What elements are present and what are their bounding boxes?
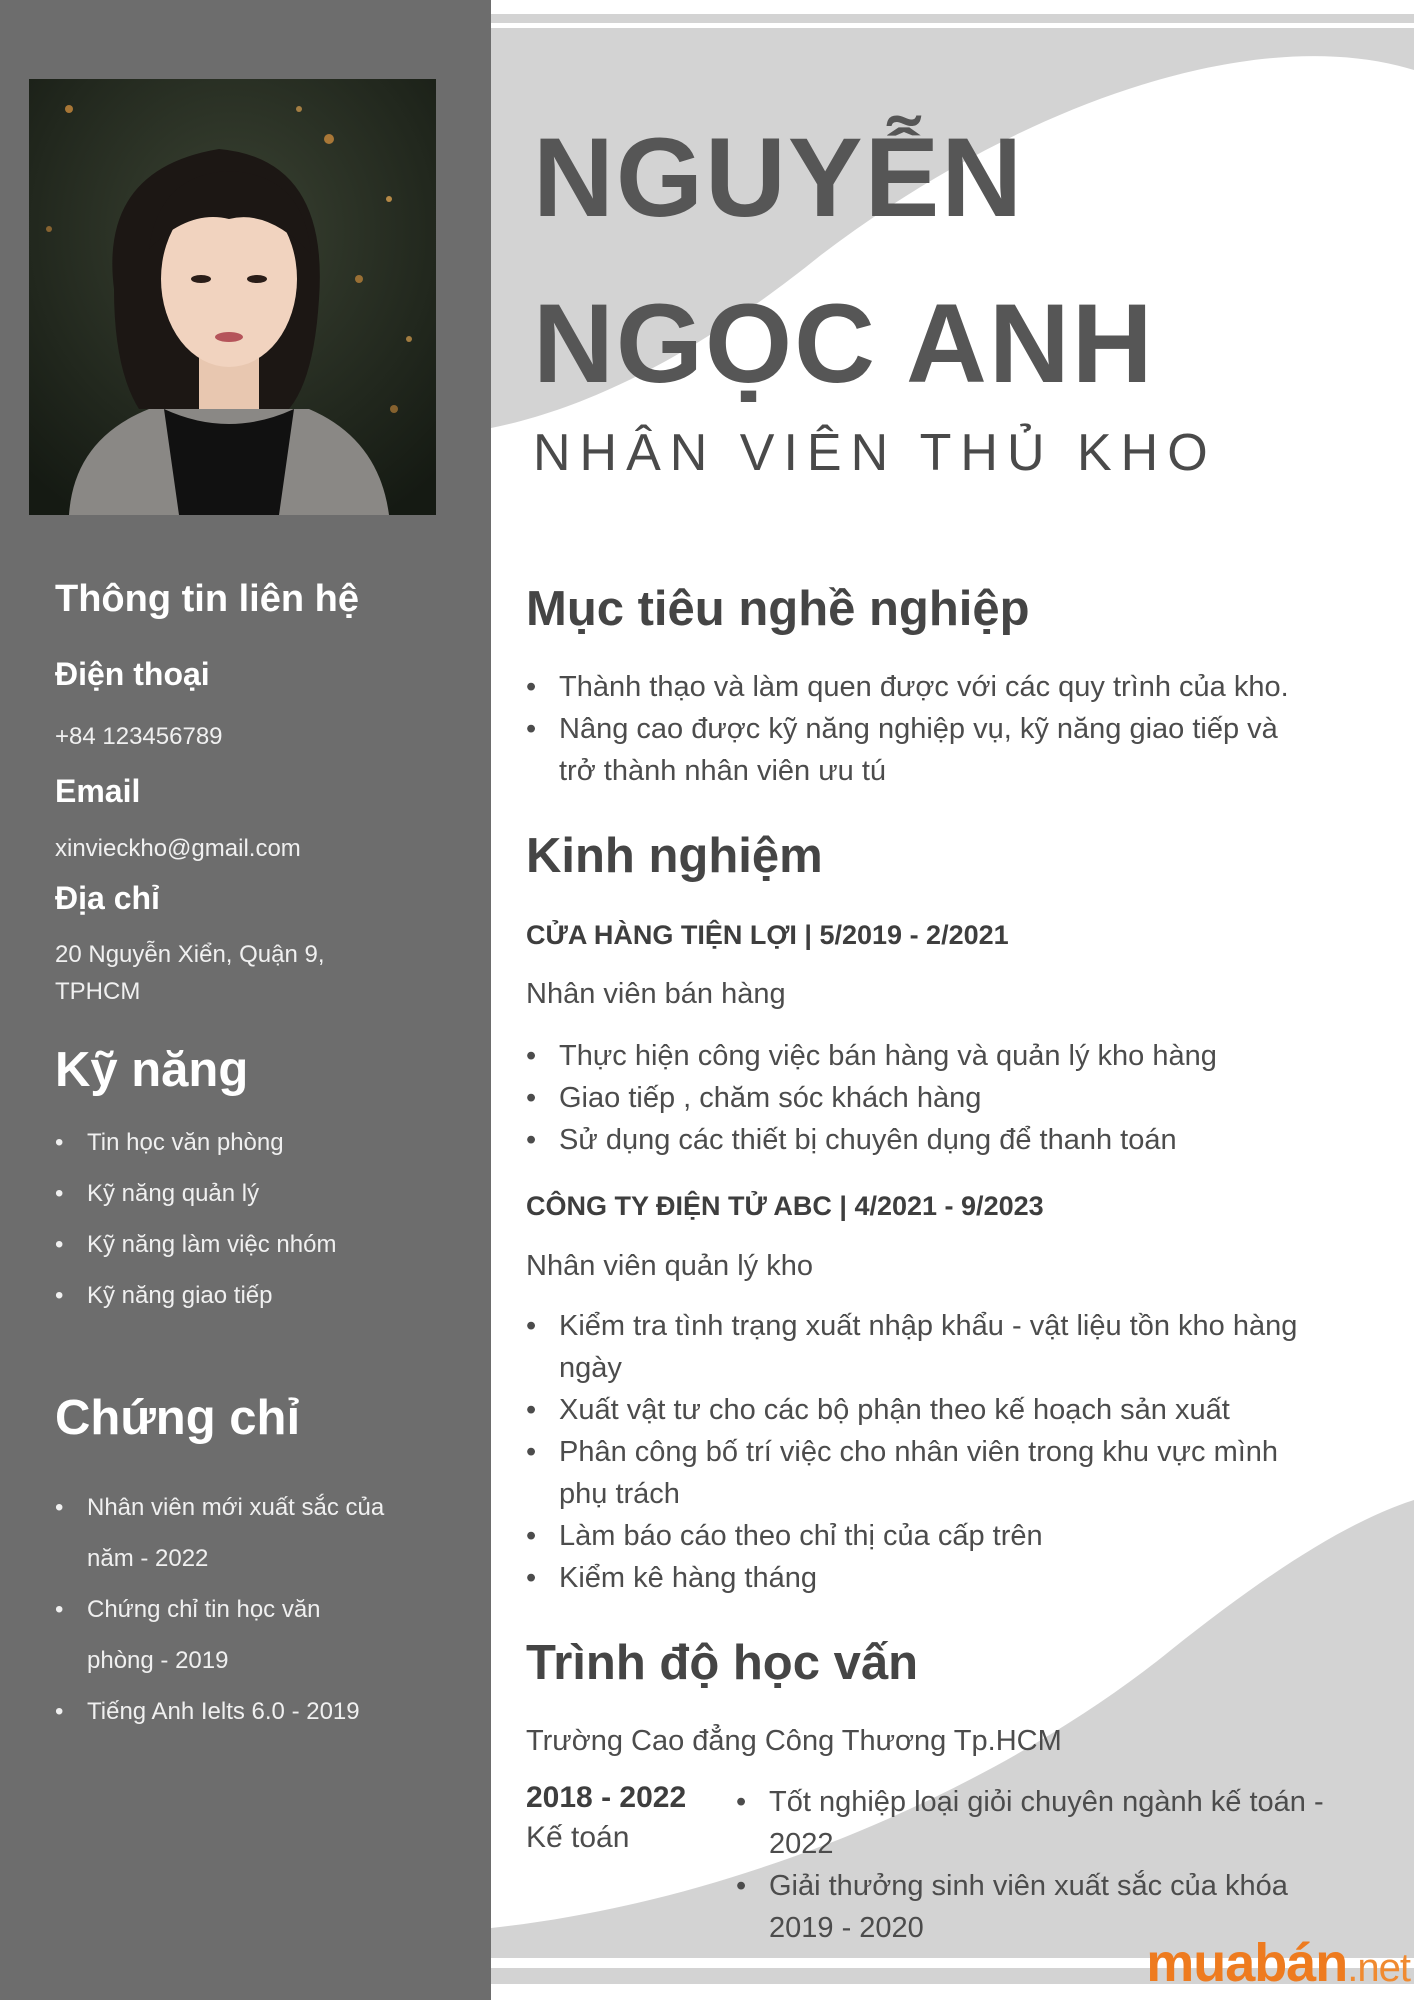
watermark-brand: muabán	[1146, 1933, 1348, 1993]
objective-line: Thành thạo và làm quen được với các quy trình của kho.	[559, 671, 1289, 703]
task-item	[526, 1077, 1217, 1119]
address-value	[55, 936, 325, 1010]
objective-item	[526, 708, 1289, 792]
skills-heading: Kỹ năng	[55, 1043, 249, 1097]
task-line: Phân công bố trí việc cho nhân viên trong khu vực mình	[559, 1436, 1279, 1468]
task-line: Kiểm tra tình trạng xuất nhập khẩu - vật liệu tồn kho hàng	[559, 1310, 1298, 1342]
email-label: Email	[55, 773, 141, 809]
address-line: 20 Nguyễn Xiển, Quận 9,	[55, 941, 325, 968]
certificate-item	[55, 1482, 384, 1584]
job-role: Nhân viên quản lý kho	[526, 1250, 813, 1282]
skill-item: • Kỹ năng quản lý	[55, 1168, 336, 1219]
objective-line: trở thành nhân viên ưu tú	[559, 755, 887, 787]
certificates-heading: Chứng chỉ	[55, 1391, 301, 1445]
education-line: 2022	[769, 1828, 834, 1860]
task-item	[526, 1035, 1217, 1077]
job-header: CỬA HÀNG TIỆN LỢI | 5/2019 - 2/2021	[526, 920, 1009, 950]
education-item	[736, 1781, 1386, 1865]
skills-list	[55, 1117, 336, 1321]
task-item	[526, 1515, 1297, 1557]
education-years: 2018 - 2022	[526, 1781, 687, 1814]
job-header: CÔNG TY ĐIỆN TỬ ABC | 4/2021 - 9/2023	[526, 1191, 1044, 1221]
contact-heading: Thông tin liên hệ	[55, 578, 359, 620]
certificate-item	[55, 1686, 384, 1737]
watermark-logo	[1146, 1932, 1410, 1994]
objective-list	[526, 666, 1289, 792]
certificate-line: Tiếng Anh Ielts 6.0 - 2019	[87, 1698, 360, 1725]
task-item	[526, 1119, 1217, 1161]
email-value: xinvieckho@gmail.com	[55, 835, 301, 862]
address-line: TPHCM	[55, 978, 141, 1005]
job-tasks	[526, 1305, 1297, 1599]
job-tasks	[526, 1035, 1217, 1161]
name-line: NGUYỄN	[533, 115, 1025, 240]
task-line: Kiểm kê hàng tháng	[559, 1562, 817, 1594]
task-item	[526, 1389, 1297, 1431]
task-item	[526, 1305, 1297, 1389]
full-name	[533, 95, 1155, 427]
education-line: Tốt nghiệp loại giỏi chuyên ngành kế toán -	[769, 1786, 1324, 1818]
task-line: Làm báo cáo theo chỉ thị của cấp trên	[559, 1520, 1043, 1552]
name-line: NGỌC ANH	[533, 281, 1155, 406]
school-name: Trường Cao đẳng Công Thương Tp.HCM	[526, 1725, 1062, 1757]
objective-line: Nâng cao được kỹ năng nghiệp vụ, kỹ năng giao tiếp và	[559, 713, 1278, 745]
education-line: 2019 - 2020	[769, 1912, 924, 1944]
task-line: phụ trách	[559, 1478, 680, 1510]
certificate-line: phòng - 2019	[87, 1647, 229, 1674]
task-item	[526, 1557, 1297, 1599]
task-item	[526, 1431, 1297, 1515]
certificate-line: năm - 2022	[87, 1545, 209, 1572]
objective-item	[526, 666, 1289, 708]
address-label: Địa chỉ	[55, 880, 160, 916]
task-line: Giao tiếp , chăm sóc khách hàng	[559, 1082, 982, 1114]
phone-label: Điện thoại	[55, 656, 210, 692]
education-list	[736, 1781, 1386, 1949]
objective-heading: Mục tiêu nghề nghiệp	[526, 582, 1030, 636]
task-line: Sử dụng các thiết bị chuyên dụng để thanh toán	[559, 1124, 1177, 1156]
task-line: Xuất vật tư cho các bộ phận theo kế hoạch sản xuất	[559, 1394, 1230, 1426]
job-title: NHÂN VIÊN THỦ KHO	[533, 424, 1217, 482]
watermark-suffix: .net	[1347, 1946, 1410, 1990]
skill-item: • Kỹ năng làm việc nhóm	[55, 1219, 336, 1270]
certificate-line: Nhân viên mới xuất sắc của	[87, 1494, 385, 1521]
job-role: Nhân viên bán hàng	[526, 978, 786, 1010]
task-line: ngày	[559, 1352, 622, 1384]
education-major: Kế toán	[526, 1821, 630, 1854]
skill-item: • Tin học văn phòng	[55, 1117, 336, 1168]
skill-item: • Kỹ năng giao tiếp	[55, 1270, 336, 1321]
education-heading: Trình độ học vấn	[526, 1636, 919, 1690]
certificates-list	[55, 1482, 384, 1737]
task-line: Thực hiện công việc bán hàng và quản lý kho hàng	[559, 1040, 1217, 1072]
certificate-item	[55, 1584, 384, 1686]
main-content	[491, 0, 1414, 2000]
profile-photo	[29, 79, 436, 515]
sidebar	[0, 0, 491, 2000]
experience-heading: Kinh nghiệm	[526, 829, 823, 883]
certificate-line: Chứng chỉ tin học văn	[87, 1596, 321, 1623]
education-line: Giải thưởng sinh viên xuất sắc của khóa	[769, 1870, 1288, 1902]
phone-value: +84 123456789	[55, 723, 223, 750]
